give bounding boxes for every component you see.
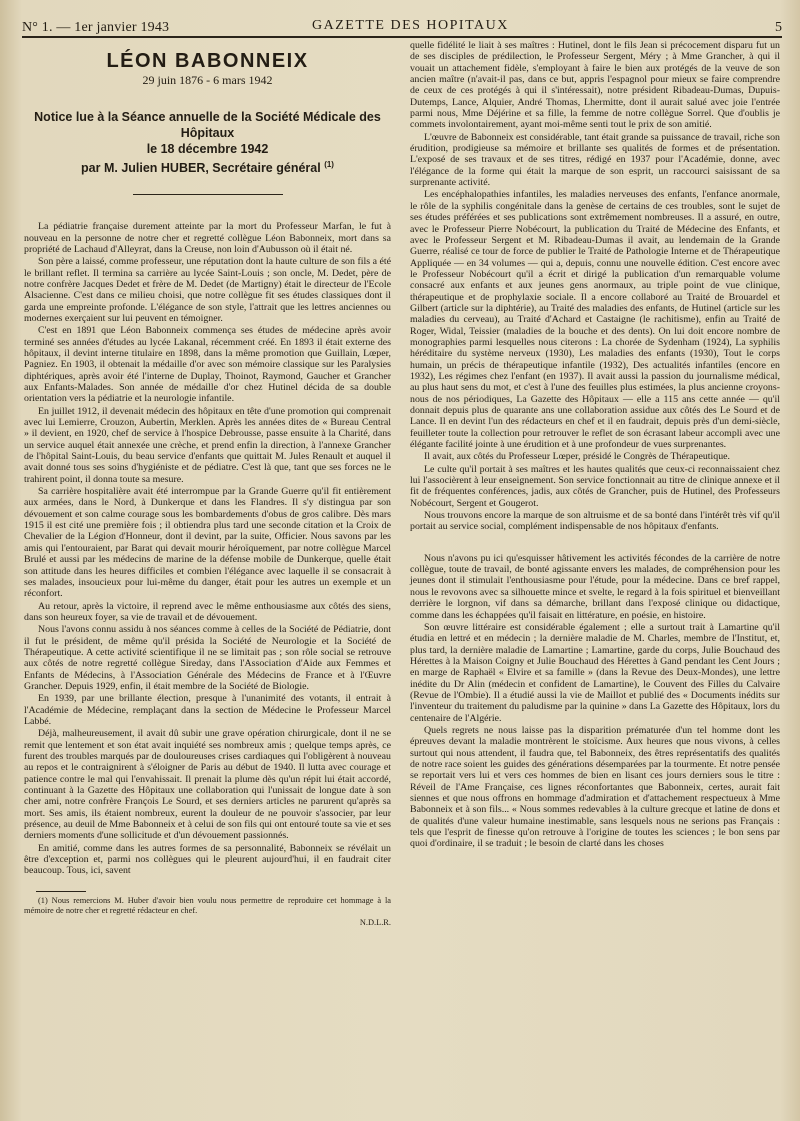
paragraph: La pédiatrie française durement atteinte par la mort du Professeur Marfan, le fut à nouveau en la personne de notre cher et regretté collègue Léon Babonneix, mort dans sa propriété de Lachaud d'Alleyrat, dans la Creuse, non loin d'Aubusson où il était né. [24, 221, 391, 255]
page-number: 5 [775, 20, 782, 35]
paragraph: quelle fidélité le liait à ses maîtres : Hutinel, dont le fils Jean si précocement disparu fut un de ses disciples de prédilection, le Professeur Sergent, Méry ; à Mme Grancher, à qui il vouait un attachement fidèle, s'employant à faire le bien aux protégés de la veuve de son ancien maître (n'avait-il pas, dans ce but, appris l'espagnol pour mieux se faire comprendre de ceux de ces protégés à qui il s'intéressait), notre président Ribadeau-Dumas, Dupuis-Dutemps, Lance, Alquier, André Thomas, Lhermitte, dont il aurait salué avec joie l'entrée parmi nous, Mme Déjérine et sa fille, la femme de notre collègue Sorrel. Que d'oublis je commets involontairement, ayant moi-même senti tout le prix de son amitié. [410, 40, 780, 131]
footnote-marker: (1) [324, 159, 334, 169]
paragraph: C'est en 1891 que Léon Babonneix commença ses études de médecine après avoir terminé ses années d'études au lycée Lakanal, récemment créé. En 1893 il était externe des hôpitaux, il devint interne titulaire en 1898, dans la même promotion que Guillain, Lœper, Pagniez. En 1903, il obtenait la médaille d'or avec son mémoire classique sur les Paralysies diphtériques, après avoir été l'interne de Duplay, Thoinot, Raymond, Gaucher et Grancher aux Enfants-Malades. Son année de médaille d'or chez Hutinel décida de sa double orientation vers la pédiatrie et la neurologie infantile. [24, 325, 391, 405]
paragraph: Son œuvre littéraire est considérable également ; elle a surtout trait à Lamartine qu'il étudia en lettré et en médecin ; la dernière maladie de M. Charles, membre de l'Institut, et, plus tard, la dernière maladie de Lamartine ; Lamartine, garde du corps, Julie Bouchaud des Hérettes à la Maison Coigny et Julie Bouchaud des Hérettes à Gand pendant les Cent Jours ; en marge de Raphaël « Elvire et sa famille » (dans la Revue des Deux-Mondes), une lettre inédite du Dr Alin (médecin et confident de Lamartine), le Couvent des Filles du Calvaire (Revue de l'Ombie). Il a étudié aussi la vie de Maillot et publié des « Documents inédits sur l'inventeur du traitement du paludisme par la quinine » dans La Gazette des Hôpitaux, lors du centenaire de l'Algérie. [410, 621, 780, 724]
paragraph: L'œuvre de Babonneix est considérable, tant était grande sa puissance de travail, riche son érudition, prodigieuse sa mémoire et brillante ses qualités de formes et de présentation. L'exposé de ses travaux et de ses titres, rédigé en 1937 pour l'Académie, donne, avec l'élégance de la forme qui était la marque de son esprit, un raccourci saisissant de sa surprenante activité. [410, 131, 780, 189]
paragraph: Quels regrets ne nous laisse pas la disparition prématurée d'un tel homme dont les épreuves devant la maladie montrèrent le stoïcisme. Aux heures que nous vivons, à celles surtout qui nous attendent, il faudra que, tel Babonneix, des êtres représentatifs des qualités de notre race soient les guides des générations désemparées par la tourmente. Et notre pensée se reportait vers lui et vers ces hommes de bien en lisant ces jours derniers sous le titre : Réveil de l'Ame Française, ces lignes réconfortantes que Babonneix, certes, aurait fait siennes et que nous offrons en hommage d'admiration et d'attachement respectueux à Mme Babonneix et à son fils... « Nous sommes redevables à la culture grecque et latine de dons et de qualités d'une valeur humaine inestimable, sans lesquels nous ne serions pas Français : tels que l'esprit de finesse qu'on retrouve à l'origine de toutes les sciences ; le bon sens par quoi d'ordinaire, il se traduit ; le besoin de clarté dans les choses [410, 724, 780, 850]
notice-subtitle-line1: Notice lue à la Séance annuelle de la Société Médicale des Hôpitaux [34, 109, 381, 140]
paragraph: En juillet 1912, il devenait médecin des hôpitaux en tête d'une promotion qui comprenait avec lui Lemierre, Crouzon, Aubertin, Merklen. Après les années dites de « Bureau Central » il devient, en 1920, chef de service à l'hospice Debrousse, passe ensuite à la Charité, dans un service auquel était annexée une crèche, et prend enfin la direction, à l'annexe Grancher de l'hôpital Saint-Louis, du beau service d'enfants que quittait M. Jules Renault et auquel il avait donné tous ses soins d'hygiéniste et de pédiatre. C'est là que, tant que ses forces ne le trahirent point, il donna toute sa mesure. [24, 405, 391, 485]
left-column [24, 40, 391, 928]
editor-signature: N.D.L.R. [359, 917, 391, 927]
paragraph: Déjà, malheureusement, il avait dû subir une grave opération chirurgicale, dont il ne se remit que lentement et son état avait inquiété ses nombreux amis ; quelque temps après, ce furent des troubles marqués par de douloureuses crises cardiaques qui l'obligèrent à nouveau au repos et le contraignirent à s'éloigner de Paris au début de 1940. Il lutta avec courage et patience contre le mal qui l'envahissait. Il prenait la plume dès qu'un répit lui était accordé, continuant à la Gazette des Hôpitaux une collaboration qui l'unissait de longue date à son cher ami, notre confrère François Le Sourd, et ses derniers articles ne parurent qu'après sa mort. Ses amis, ils étaient nombreux, eurent la douleur de ne pouvoir s'associer, par leur présence, au deuil de Mme Babonneix et à celui de son fils qui ont entouré toute sa vie et ses derniers moments d'une sollicitude et d'un dévouement passionnés. [24, 728, 391, 842]
paragraph: En amitié, comme dans les autres formes de sa personnalité, Babonneix se révélait un être d'exception et, parmi nos collègues qui le pleurent aujourd'hui, il en faudrait citer beaucoup. Tous, ici, savent [24, 842, 391, 877]
paragraph: Nous n'avons pu ici qu'esquisser hâtivement les activités fécondes de la carrière de notre collègue, toute de travail, de bonté agissante envers les malades, de compréhension pour les jeunes dont il stimulait l'enthousiasme pour l'étude, pour la médecine. Dans ce bref rappel, nous le revovons avec sa silhouette mince et svelte, le regard à la fois spirituel et bienveillant derrière le lorgnon, vif dans sa démarche, brillant dans l'exposé clinique ou didactique, comme dans les échappées qu'il faisait en littérature, en poésie, en histoire. [410, 552, 780, 621]
paragraph: Le culte qu'il portait à ses maîtres et les hautes qualités que ceux-ci reconnaissaient chez lui l'associèrent à leur enseignement. Son service fonctionnait au titre de clinique annexe et il fit de fréquentes conférences, jadis, aux côtés de Grancher, puis de Hutinel, des Professeurs Nobécourt, Sergent et Gougerot. [410, 463, 780, 509]
journal-title: GAZETTE DES HOPITAUX [312, 18, 509, 33]
title-divider [133, 194, 283, 195]
life-dates: 29 juin 1876 - 6 mars 1942 [142, 73, 273, 88]
footnote: (1) Nous remercions M. Huber d'avoir bien voulu nous permettre de reproduire cet hommage à la mémoire de notre cher et regretté rédacteur en chef. [24, 895, 391, 915]
paragraph: Les encéphalopathies infantiles, les maladies nerveuses des enfants, l'enfance anormale, le rôle de la syphilis congénitale dans la genèse de certains de ces troubles, sont le sujet de ses études préférées et ses publications sont extrêmement nombreuses. Il a assuré, en outre, avec le Professeur Pierre Nobécourt, la publication du Traité de Médecine des Enfants, et avec le Professeur Sergent et M. Ribadeau-Dumas il avait, au lendemain de la Grande Guerre, réalisé ce tour de force de publier le Traité de Pathologie Interne et de Thérapeutique Appliquée — en 34 volumes — qui a, depuis, connu une nouvelle édition. C'est encore avec le Professeur Nobécourt qu'il a écrit et dirigé la publication d'un remarquable volume consacré aux enfants et aux jeunes gens anormaux, au triple point de vue clinique, thérapeutique et de prophylaxie sociale. Il a encore collaboré au Traité de Brouardel et Gilbert (article sur la diphtérie), au Traité des maladies des enfants, de Hutinel (article sur les maladies du cerveau), au Traité d'Achard et Castaigne (le rachitisme), enfin au Traité de Roger, Widal, Teissier (maladies de la bouche et des dents). On lui doit encore nombre de monographies parmi lesquelles nous citerons : La chorée de Sydenham (1924), La syphilis héréditaire du système nerveux (1930), Les maladies des enfants (1930), Tout le corps humain, un précis de thérapeutique infantile (1932), Des actualités infantiles (encore en 1932), Les régimes chez l'enfant (en 1937). Il avait aussi la passion du journalisme médical, au plus haut sens du mot, et c'est à l'une des feuilles plus estimées, la plus ancienne croyons-nous de nos périodiques, La Gazette des Hôpitaux — elle a 115 ans cette année — qu'il donnait depuis plus de quarante ans une collaboration assidue aux côtés des Le Sourd et de Lance. Il en devint l'un des rédacteurs en chef et il en faudrait, depuis près d'un demi-siècle, feuilleter toute la collection pour retrouver le reflet de son écrasant labeur accompli avec une élégante facilité jointe à une érudition et à une profondeur de vues surprenantes. [410, 189, 780, 451]
paragraph: Nous trouvons encore la marque de son altruisme et de sa bonté dans l'intérêt très vif qu'il portait au service social, complément indispensable de nos hôpitaux d'enfants. [410, 510, 780, 533]
issue-info: N° 1. — 1er janvier 1943 [22, 20, 170, 35]
paragraph: En 1939, par une brillante élection, presque à l'unanimité des votants, il entrait à l'Académie de Médecine, remplaçant dans la section de Médecine le Professeur Marcel Labbé. [24, 693, 391, 727]
paragraph: Au retour, après la victoire, il reprend avec le même enthousiasme aux côtés des siens, dans son heureux foyer, sa vie de travail et de dévouement. [24, 600, 391, 623]
running-header [22, 10, 782, 38]
article-title: LÉON BABONNEIX [106, 50, 309, 72]
byline-text: par M. Julien HUBER, Secrétaire général [81, 160, 321, 175]
paragraph: Son père a laissé, comme professeur, une réputation dont la haute culture de son fils a été le brillant reflet. Il termina sa carrière au lycée Saint-Louis ; son oncle, M. Dedet, père de notre confrère Jacques Dedet et frère de M. Dedet (de Martigny) était le directeur de l'Ecole Alsacienne. C'est dans ce milieu choisi, que notre collègue fit ses études classiques dont il garda une empreinte profonde. L'élégance de son style, l'attrait que les lettres anciennes ou modernes exerçaient sur lui peuvent en témoigner. [24, 256, 391, 324]
notice-subtitle-line2: le 18 décembre 1942 [146, 141, 269, 156]
right-column [410, 40, 780, 850]
paragraph: Il avait, aux côtés du Professeur Lœper, présidé le Congrès de Thérapeutique. [424, 451, 730, 463]
paragraph: Sa carrière hospitalière avait été interrompue par la Grande Guerre qu'il fit entièrement aux armées, dans le Nord, à Dunkerque et dans les Flandres. Il s'y distingua par son dévouement et son calme courage sous les bombardements d'obus de gros calibre. Dès mars 1915 il est cité une première fois ; il obtiendra plus tard une seconde citation et la Croix de Chevalier de la Légion d'Honneur, dont il devint, par la suite, Officier. Nous savons par les amis qui l'entouraient, par Barat qui devait mourir héroïquement, par notre collègue Marcel Brulé et aussi par les médecins de marine de la défense mobile de Dunkerque, quelle était son attitude dans les heures difficiles et combien l'élégance avec laquelle il se consacrait à ses malades, insoucieux pour lui-même du danger, était pour les autres un exemple et un réconfort. [24, 486, 391, 600]
footnote-divider [36, 891, 86, 892]
paragraph: Nous l'avons connu assidu à nos séances comme à celles de la Société de Pédiatrie, dont il fut le président, de même qu'il présida la Société de Neurologie et la Société de Thérapeutique. A cette activité scientifique il ne se limitait pas ; son rôle social se retrouve aux côtés de notre regretté collègue Sireday, dans l'Association d'Aide aux Femmes et Enfants de Médecins, à l'Association Générale des Médecins de France et à l'Œuvre Grancher. Depuis 1929, enfin, il était membre de la Société de Biologie. [24, 624, 391, 692]
section-gap [410, 533, 780, 553]
author-byline [24, 159, 391, 175]
